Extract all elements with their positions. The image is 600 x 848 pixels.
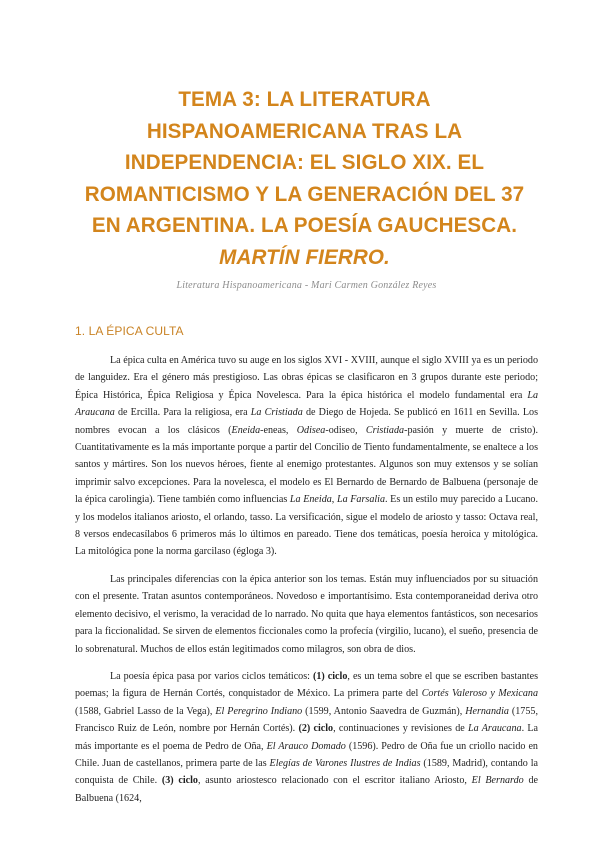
work-title: Cortés Valeroso y Mexicana	[421, 688, 539, 700]
cycle-label: (1) ciclo	[312, 670, 348, 682]
text-run: (1755, Francisco Ruiz de León, nombre por Hernán Cortés).	[75, 705, 538, 735]
work-title: La Eneida	[289, 494, 332, 506]
work-title: La Cristiada	[250, 407, 303, 419]
text-run: -pasión y muerte de cristo). Cuantitativamente es la más importante porque a partir del Concilio de Tiento fundamentalmente, se enaltece a los santos y mártires. Son los nuevos héroes, fiente al enemigo protestantes. Algunos son muy extensos y se solían imprimir salvo excepciones. Para la novelesca, el modelo es El Bernardo de Bernardo de Balbuena (personaje de la épica carolingia). Tiene también como influencias	[75, 424, 538, 506]
work-title: La Farsalia	[336, 494, 386, 506]
text-run: (1588, Gabriel Lasso de la Vega),	[75, 705, 216, 717]
text-run: (1589, Madrid), contando la conquista de Chile.	[75, 757, 538, 787]
cycle-label: (2) ciclo	[298, 723, 334, 735]
work-title: La Araucana	[75, 389, 538, 419]
document-subtitle: Literatura Hispanoamericana - Mari Carmen González Reyes	[176, 280, 437, 291]
text-run: (1596). Pedro de Oña fue un criollo nacido en Chile. Juan de castellanos, primera parte de las	[75, 740, 538, 769]
text-run: de Balbuena (1624,	[75, 775, 538, 804]
text-run: (1599, Antonio Saavedra de Guzmán),	[302, 705, 466, 717]
text-run: , continuaciones y revisiones de	[333, 723, 468, 735]
work-title: El Bernardo	[471, 775, 524, 787]
text-run: de Ercilla. Para la religiosa, era	[114, 407, 251, 419]
text-run: ,	[331, 494, 337, 506]
work-title: El Arauco Domado	[266, 740, 346, 752]
work-title: La Araucana	[468, 723, 522, 735]
work-title: Elegías de Varones Ilustres de Indias	[269, 757, 421, 769]
work-title: Odisea	[296, 424, 326, 436]
text-run: . La más importante es el poema de Pedro de Oña,	[75, 723, 538, 752]
paragraph-2: Las principales diferencias con la épica anterior son los temas. Están muy influenciados por su situación con el presente. Tratan asuntos contemporáneos. Novedoso e importantísimo. Esta contemporaneidad deriva otro elemento decisivo, el verismo, la veracidad de lo narrado. No quita que haya elementos fantásticos, son necesarios para la ficcionalidad. Se sirven de elementos ficcionales como la profecía (virgilio, lucano), el sueño, presencia de lo sobrenatural. Muchos de ellos están legitimados como milagros, son obra de dios.	[75, 573, 538, 655]
cycle-label: (3) ciclo	[161, 775, 198, 787]
text-run: , es un tema sobre el que se escriben bastantes poemas; la figura de Hernán Cortés, conquistador de México. La primera parte del	[75, 670, 538, 700]
section-heading: 1. LA ÉPICA CULTA	[75, 324, 184, 338]
text-run: La épica culta en América tuvo su auge en los siglos XVI - XVIII, aunque el siglo XVIII ya es un periodo de languidez. Era el género más prestigioso. Las obras épicas se clasificaron en 3 grupos durante este periodo; Épica Histórica, Épica Religiosa y Épica Novelesca. Para la épica histórica el modelo fundamental era	[75, 355, 538, 401]
text-run: de Diego de Hojeda. Se publicó en 1611 en Sevilla. Los nombres evocan a los clásicos (	[75, 407, 539, 436]
text-run: , asunto ariostesco relacionado con el escritor italiano Ariosto,	[197, 775, 472, 787]
text-run: -odiseo,	[325, 424, 366, 436]
title-main-text: TEMA 3: LA LITERATURA HISPANOAMERICANA TRAS LA INDEPENDENCIA: EL SIGLO XIX. EL ROMANTICISMO Y LA GENERACIÓN DEL 37 EN ARGENTINA. LA POESÍA GAUCHESCA.	[84, 87, 525, 237]
paragraph-1	[75, 352, 538, 561]
work-title: Hernandia	[465, 705, 509, 717]
text-run: La poesía épica pasa por varios ciclos temáticos:	[110, 670, 313, 682]
work-title: El Peregrino Indiano	[215, 705, 303, 717]
document-title	[84, 84, 525, 273]
title-italic-text: MARTÍN FIERRO.	[219, 244, 390, 269]
text-run: -eneas,	[260, 424, 297, 436]
work-title: Eneida	[231, 424, 261, 436]
paragraph-3	[75, 668, 538, 807]
text-run: . Es un estilo muy parecido a Lucano. y los modelos italianos ariosto, el orlando, tasso. La versificación, sigue el modelo de ariosto y tasso: Octava real, 8 versos endecasílabos 6 primeros más lo últimos en pareado. Tiene dos temáticas, poesía heroica y mitológica. La mitológica pone la norma garcilaso (égloga 3).	[75, 494, 538, 558]
work-title: Cristiada	[365, 424, 405, 436]
